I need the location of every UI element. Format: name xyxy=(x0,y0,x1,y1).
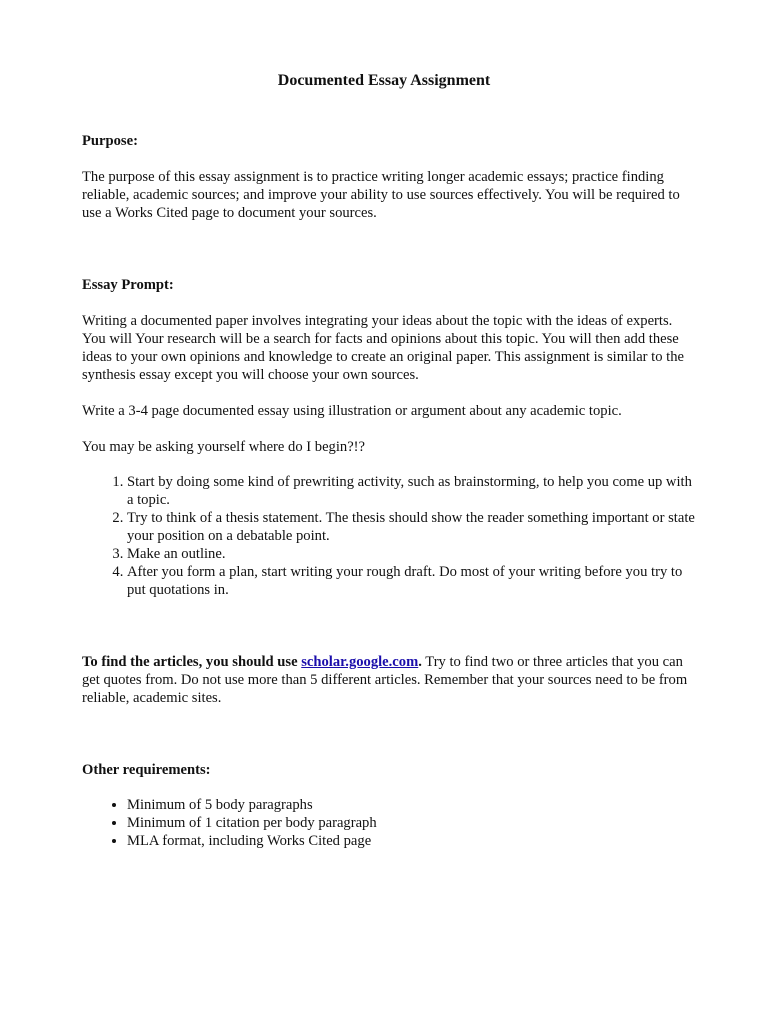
essay-prompt-heading: Essay Prompt: xyxy=(82,277,174,293)
purpose-heading: Purpose: xyxy=(82,133,138,149)
document-title: Documented Essay Assignment xyxy=(277,72,491,89)
essay-prompt-section xyxy=(82,276,698,599)
scholar-google-link[interactable]: scholar.google.com xyxy=(301,654,419,670)
essay-prompt-paragraph-3: You may be asking yourself where do I begin?!? xyxy=(82,439,366,455)
list-item: 3. Make an outline. xyxy=(127,545,698,563)
purpose-section xyxy=(82,132,698,222)
articles-rest: Try to find two or three articles that you can get quotes from. Do not use more than 5 different articles. Remember that your sources need to be from reliable, academic sites. xyxy=(82,654,688,706)
requirements-heading: Other requirements: xyxy=(82,762,211,778)
articles-period: . xyxy=(418,654,422,670)
requirements-section xyxy=(82,761,698,850)
list-item: • MLA format, including Works Cited page xyxy=(127,832,698,850)
list-item: 4. After you form a plan, start writing your rough draft. Do most of your writing before you try to put quotations in. xyxy=(127,563,698,599)
purpose-text: The purpose of this essay assignment is to practice writing longer academic essays; practice finding reliable, academic sources; and improve your ability to use sources effectively. You will be required to use a Works Cited page to document your sources. xyxy=(82,169,680,221)
articles-section xyxy=(82,653,698,707)
list-item: 2. Try to think of a thesis statement. The thesis should show the reader something important or state your position on a debatable point. xyxy=(127,509,698,545)
essay-prompt-paragraph-2: Write a 3-4 page documented essay using illustration or argument about any academic topic. xyxy=(82,403,622,419)
essay-prompt-paragraph-1: Writing a documented paper involves integrating your ideas about the topic with the ideas of experts. You will Your research will be a search for facts and opinions about this topic. You will then add these ideas to your own opinions and knowledge to create an original paper. This assignment is similar to the synthesis essay except you will choose your own sources. xyxy=(82,313,685,383)
list-item: • Minimum of 5 body paragraphs xyxy=(127,796,698,814)
articles-paragraph xyxy=(82,653,698,707)
list-item: 1. Start by doing some kind of prewriting activity, such as brainstorming, to help you come up with a topic. xyxy=(127,473,698,509)
requirements-list xyxy=(82,796,698,850)
articles-lead: To find the articles, you should use xyxy=(82,654,302,670)
list-item: • Minimum of 1 citation per body paragraph xyxy=(127,814,698,832)
steps-list xyxy=(82,473,698,599)
